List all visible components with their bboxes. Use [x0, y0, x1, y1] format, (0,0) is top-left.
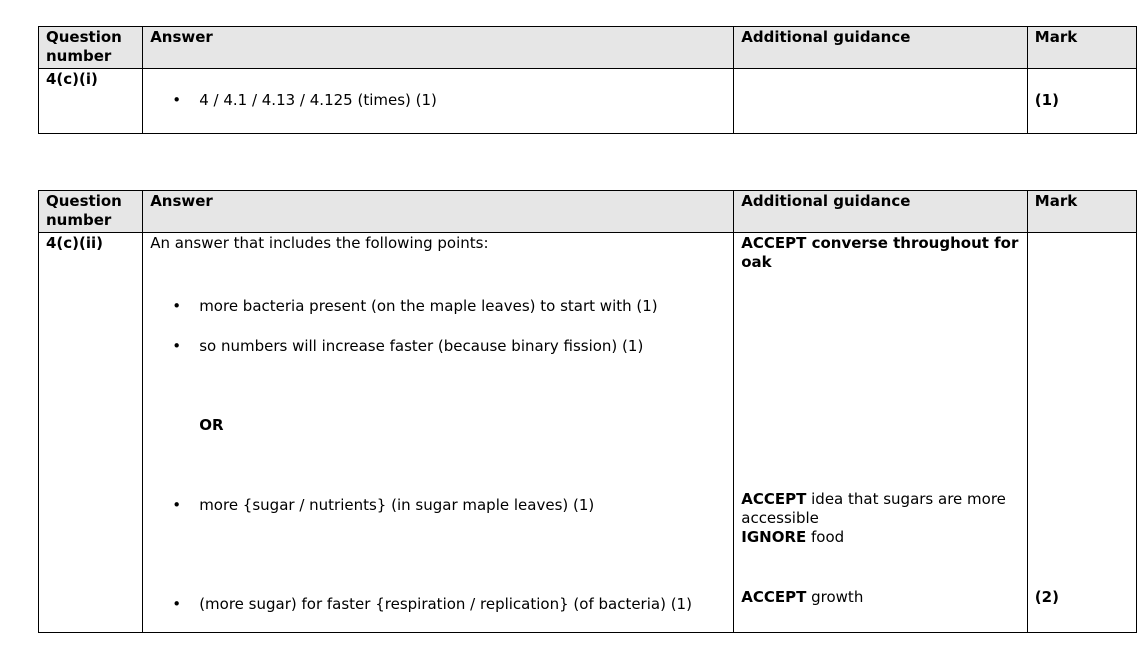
header-guidance: Additional guidance [734, 191, 1028, 233]
answer-bullet: • so numbers will increase faster (because binary fission) (1) [172, 337, 644, 355]
header-answer: Answer [143, 27, 734, 69]
mark-scheme-table-4cii [38, 190, 1137, 633]
header-mark: Mark [1027, 27, 1136, 69]
header-question-number: Question number [39, 191, 143, 233]
bullet-icon: • [172, 595, 182, 613]
guidance-cell [734, 69, 1028, 134]
header-guidance: Additional guidance [734, 27, 1028, 69]
bullet-icon: • [172, 297, 182, 315]
answer-intro: An answer that includes the following points: [150, 234, 489, 252]
mark-value: (2) [1034, 588, 1059, 606]
bullet-icon: • [172, 496, 182, 514]
mark-scheme-table-4ci [38, 26, 1137, 134]
bullet-icon: • [172, 337, 182, 355]
guidance-accept-sugars: ACCEPT idea that sugars are more accessible IGNORE food [741, 490, 1006, 546]
guidance-accept-converse: ACCEPT converse throughout for oak [741, 234, 1019, 271]
bullet-icon: • [172, 91, 182, 109]
guidance-accept-growth: ACCEPT growth [741, 588, 864, 606]
table-row [39, 69, 1137, 134]
header-question-number: Question number [39, 27, 143, 69]
header-mark: Mark [1027, 191, 1136, 233]
or-separator: OR [199, 416, 224, 434]
answer-bullet: • more {sugar / nutrients} (in sugar maple leaves) (1) [172, 496, 595, 514]
question-number: 4(c)(i) [46, 70, 98, 88]
answer-bullet: • (more sugar) for faster {respiration / replication} (of bacteria) (1) [172, 595, 692, 613]
header-answer: Answer [143, 191, 734, 233]
mark-value: (1) [1034, 91, 1059, 109]
table-row [39, 233, 1137, 633]
answer-bullet: • 4 / 4.1 / 4.13 / 4.125 (times) (1) [172, 91, 437, 109]
question-number: 4(c)(ii) [46, 234, 104, 252]
answer-bullet: • more bacteria present (on the maple leaves) to start with (1) [172, 297, 658, 315]
